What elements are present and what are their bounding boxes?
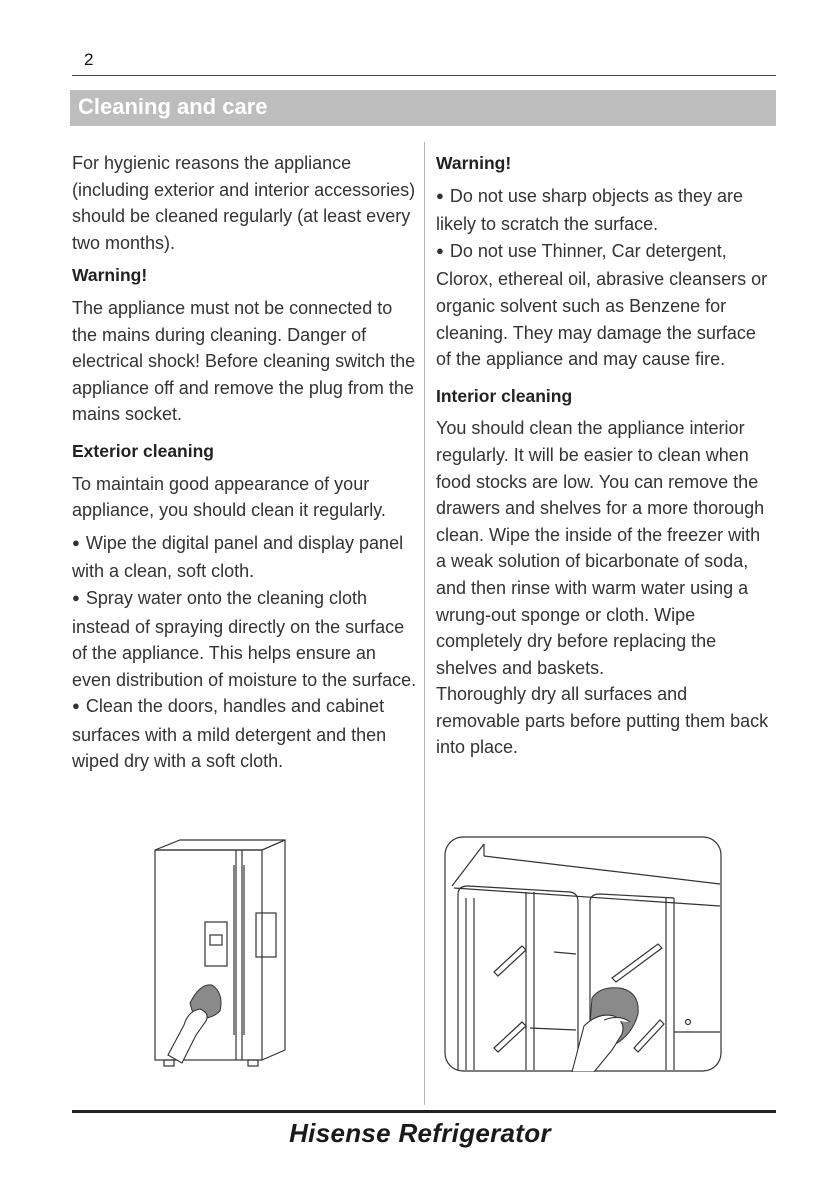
footer-brand: Hisense Refrigerator	[289, 1118, 551, 1148]
page-number: 2	[84, 50, 94, 69]
column-divider	[424, 142, 425, 1105]
header-rule	[72, 75, 776, 76]
exterior-cleaning-heading: Exterior cleaning	[72, 440, 214, 461]
section-header-band	[70, 90, 776, 126]
interior-paragraph: You should clean the appliance interior regularly. It will be easier to clean when food stocks are low. You can remove the drawers and shelves for a more thorough clean. Wipe the inside of the freezer with a weak solution of bicarbonate of soda, and then rinse with warm water using a wrung-out sponge or cloth. Wipe completely dry before replacing the shelves and baskets.	[436, 418, 765, 678]
right-column	[436, 150, 772, 761]
warning-paragraph: The appliance must not be connected to the mains during cleaning. Danger of electrical shock! Before cleaning switch the appliance off and remove the plug from the mains socket.	[72, 297, 416, 425]
interior-cleaning-heading: Interior cleaning	[436, 385, 573, 406]
freezer-interior-illustration	[444, 836, 722, 1072]
warning-heading: Warning!	[72, 265, 148, 286]
section-title: Cleaning and care	[78, 94, 268, 119]
exterior-intro-paragraph: To maintain good appearance of your appliance, you should clean it regularly.	[72, 473, 386, 521]
dry-paragraph: Thoroughly dry all surfaces and removable parts before putting them back into place.	[436, 684, 769, 758]
warning-heading: Warning!	[436, 153, 512, 173]
intro-paragraph: For hygienic reasons the appliance (including exterior and interior accessories) should be cleaned regularly (at least every two months).	[72, 153, 416, 253]
exterior-bullet: ● Wipe the digital panel and display panel with a clean, soft cloth.	[72, 530, 417, 585]
refrigerator-exterior-illustration	[150, 835, 290, 1075]
warning-bullet: ● Do not use sharp objects as they are likely to scratch the surface.	[436, 183, 772, 238]
footer-rule	[72, 1110, 776, 1113]
exterior-bullet: ● Clean the doors, handles and cabinet surfaces with a mild detergent and then wiped dry with a soft cloth.	[72, 693, 417, 775]
exterior-bullet: ● Spray water onto the cleaning cloth instead of spraying directly on the surface of the appliance. This helps ensure an even distribution of moisture to the surface.	[72, 585, 417, 693]
left-column	[72, 150, 417, 775]
warning-bullet: ● Do not use Thinner, Car detergent, Clorox, ethereal oil, abrasive cleansers or organic solvent such as Benzene for cleaning. They may damage the surface of the appliance and may cause fire.	[436, 238, 772, 373]
